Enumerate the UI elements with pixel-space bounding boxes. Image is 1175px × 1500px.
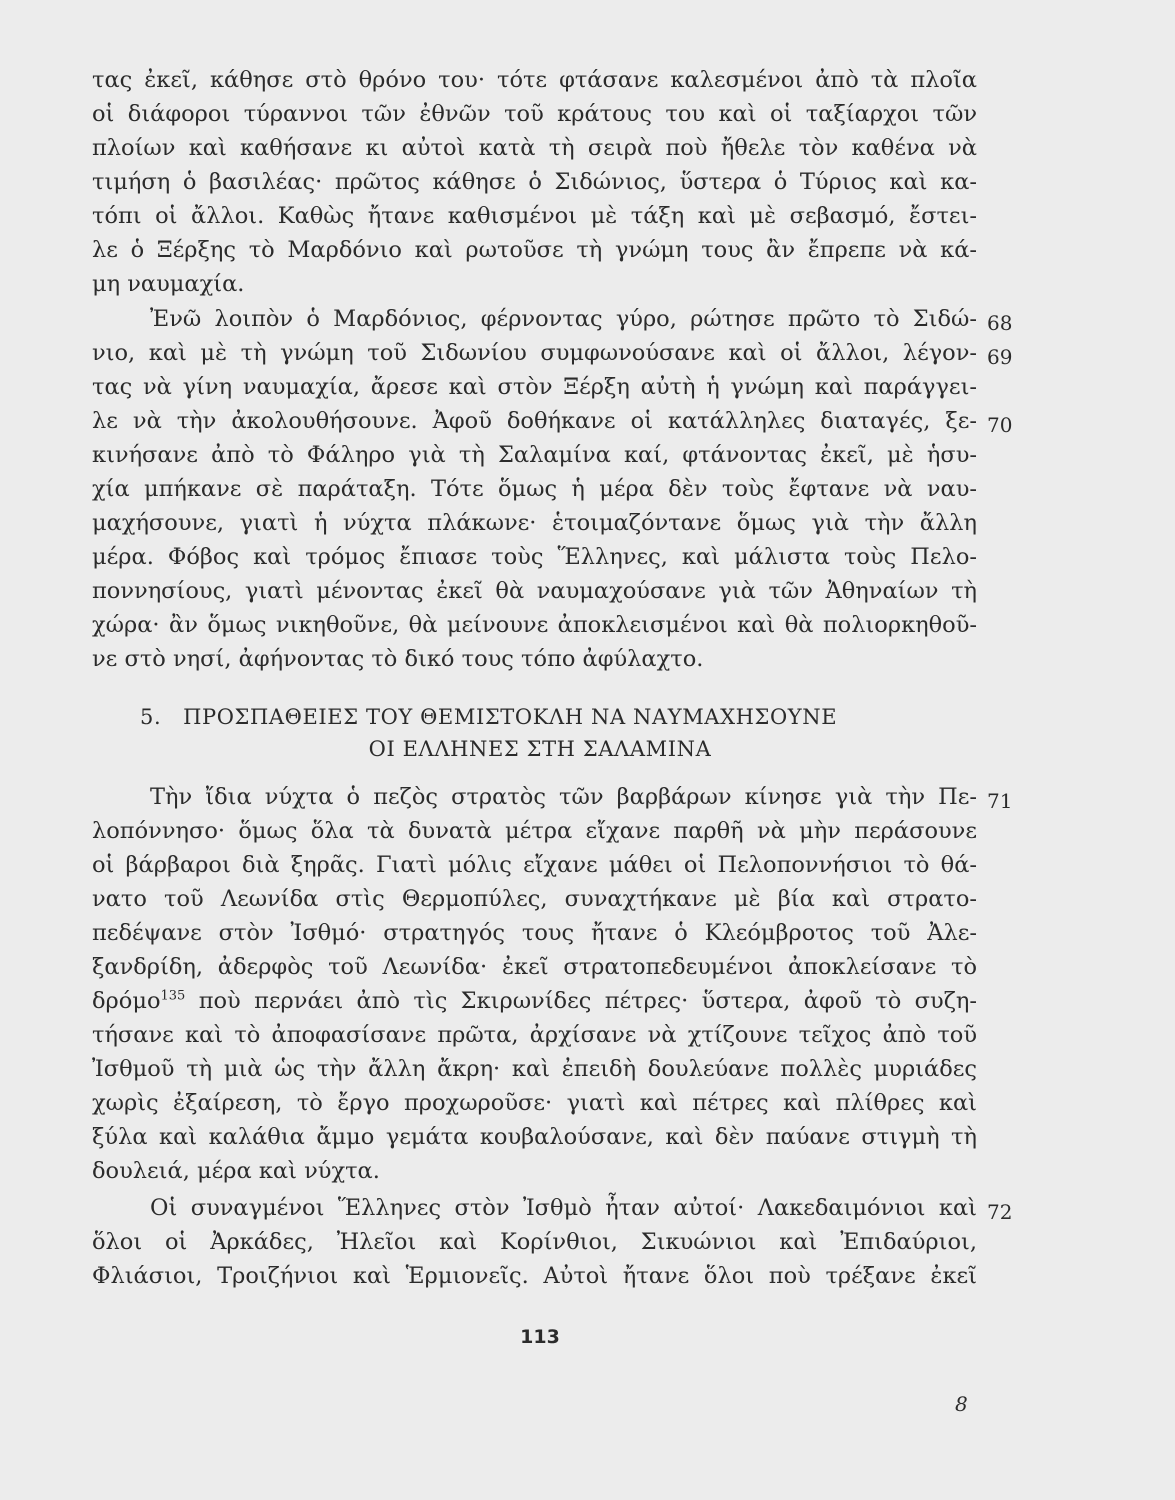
text-line: Φλιάσιοι, Τροιζήνιοι καὶ Ἑρμιονεῖς. Αὐτοὶ ἤτανε ὅλοι ποὺ τρέξανε ἐκεῖ (92, 1263, 977, 1289)
text-line: τας νὰ γίνη ναυμαχία, ἄρεσε καὶ στὸν Ξέρξη αὐτὴ ἡ γνώμη καὶ παράγγει- (92, 374, 977, 400)
text-line: Οἱ συναγμένοι Ἕλληνες στὸν Ἰσθμὸ ἦταν αὐτοί· Λακεδαιμόνιοι καὶ (150, 1195, 977, 1221)
margin-number: 72 (987, 1200, 1013, 1224)
text-line: λοπόννησο· ὅμως ὅλα τὰ δυνατὰ μέτρα εἴχανε παρθῆ νὰ μὴν περάσουνε (92, 818, 977, 844)
text-line: χία μπήκανε σὲ παράταξη. Τότε ὅμως ἡ μέρα δὲν τοὺς ἔφτανε νὰ ναυ- (92, 476, 977, 502)
text-line: πεδέψανε στὸν Ἰσθμό· στρατηγός τους ἤτανε ὁ Κλεόμβροτος τοῦ Ἀλε- (92, 920, 977, 946)
text-line: τόπι οἱ ἄλλοι. Καθὼς ἤτανε καθισμένοι μὲ τάξη καὶ μὲ σεβασμό, ἔστει- (92, 203, 977, 229)
margin-number: 69 (987, 345, 1013, 369)
text-line: Τὴν ἴδια νύχτα ὁ πεζὸς στρατὸς τῶν βαρβάρων κίνησε γιὰ τὴν Πε- (150, 784, 977, 810)
section-heading (140, 702, 837, 732)
text-fragment: ποὺ περνάει ἀπὸ τὶς Σκιρωνίδες πέτρες· ὕστερα, ἀφοῦ τὸ συζη- (198, 988, 977, 1014)
section-title-line1: ΠΡΟΣΠΑΘΕΙΕΣ ΤΟΥ ΘΕΜΙΣΤΟΚΛΗ ΝΑ ΝΑΥΜΑΧΗΣΟΥΝΕ (183, 705, 838, 729)
margin-number: 70 (987, 413, 1013, 437)
text-line: πλοίων καὶ καθήσανε κι αὐτοὶ κατὰ τὴ σειρὰ ποὺ ἤθελε τὸν καθένα νὰ (92, 135, 977, 161)
section-number: 5. (140, 705, 162, 729)
text-line: τήσανε καὶ τὸ ἀποφασίσανε πρῶτα, ἀρχίσανε νὰ χτίζουνε τεῖχος ἀπὸ τοῦ (92, 1022, 977, 1048)
text-line: Ἰσθμοῦ τὴ μιὰ ὡς τὴν ἄλλη ἄκρη· καὶ ἐπειδὴ δουλεύανε πολλὲς μυριάδες (92, 1056, 977, 1082)
text-line: μέρα. Φόβος καὶ τρόμος ἔπιασε τοὺς Ἕλληνες, καὶ μάλιστα τοὺς Πελο- (92, 544, 977, 570)
text-line: τας ἐκεῖ, κάθησε στὸ θρόνο του· τότε φτάσανε καλεσμένοι ἀπὸ τὰ πλοῖα (92, 67, 977, 93)
text-line: ξανδρίδη, ἀδερφὸς τοῦ Λεωνίδα· ἐκεῖ στρατοπεδευμένοι ἀποκλείσανε τὸ (92, 954, 977, 980)
margin-number: 71 (987, 789, 1013, 813)
text-line (92, 984, 977, 1018)
text-line: μαχήσουνε, γιατὶ ἡ νύχτα πλάκωνε· ἑτοιμαζόντανε ὅμως γιὰ τὴν ἄλλη (92, 510, 977, 536)
text-line: ξύλα καὶ καλάθια ἄμμο γεμάτα κουβαλούσανε, καὶ δὲν παύανε στιγμὴ τὴ (92, 1124, 977, 1150)
text-line: οἱ διάφοροι τύραννοι τῶν ἐθνῶν τοῦ κράτους του καὶ οἱ ταξίαρχοι τῶν (92, 101, 977, 127)
text-line: τιμήση ὁ βασιλέας· πρῶτος κάθησε ὁ Σιδώνιος, ὕστερα ὁ Τύριος καὶ κα- (92, 169, 977, 195)
text-line: Ἐνῶ λοιπὸν ὁ Μαρδόνιος, φέρνοντας γύρο, ρώτησε πρῶτο τὸ Σιδώ- (150, 306, 977, 332)
text-line: νατο τοῦ Λεωνίδα στὶς Θερμοπύλες, συναχτήκανε μὲ βία καὶ στρατο- (92, 886, 977, 912)
text-line: κινήσανε ἀπὸ τὸ Φάληρο γιὰ τὴ Σαλαμίνα καί, φτάνοντας ἐκεῖ, μὲ ἡσυ- (92, 442, 977, 468)
text-line: νε στὸ νησί, ἀφήνοντας τὸ δικό τους τόπο ἀφύλαχτο. (92, 646, 704, 672)
margin-number: 68 (987, 311, 1013, 335)
text-line: μη ναυμαχία. (92, 271, 245, 297)
text-fragment: δρόμο (92, 988, 161, 1014)
text-line: λε ὁ Ξέρξης τὸ Μαρδόνιο καὶ ρωτοῦσε τὴ γνώμη τους ἂν ἔπρεπε νὰ κά- (92, 237, 977, 263)
text-line: νιο, καὶ μὲ τὴ γνώμη τοῦ Σιδωνίου συμφωνούσανε καὶ οἱ ἄλλοι, λέγον- (92, 340, 977, 366)
text-line: χώρα· ἂν ὅμως νικηθοῦνε, θὰ μείνουνε ἀποκλεισμένοι καὶ θὰ πολιορκηθοῦ- (92, 612, 977, 638)
signature-mark: 8 (955, 1392, 968, 1416)
text-line: λε νὰ τὴν ἀκολουθήσουνε. Ἀφοῦ δοθήκανε οἱ κατάλληλες διαταγές, ξε- (92, 408, 977, 434)
footnote-reference[interactable]: 135 (160, 988, 186, 1004)
text-line: ὅλοι οἱ Ἀρκάδες, Ἠλεῖοι καὶ Κορίνθιοι, Σικυώνιοι καὶ Ἐπιδαύριοι, (92, 1229, 977, 1255)
section-title-line2: ΟΙ ΕΛΛΗΝΕΣ ΣΤΗ ΣΑΛΑΜΙΝΑ (368, 737, 712, 761)
page-number: 113 (520, 1326, 560, 1348)
text-line: χωρὶς ἐξαίρεση, τὸ ἔργο προχωροῦσε· γιατὶ καὶ πέτρες καὶ πλίθρες καὶ (92, 1090, 977, 1116)
text-line: ποννησίους, γιατὶ μένοντας ἐκεῖ θὰ ναυμαχούσανε γιὰ τῶν Ἀθηναίων τὴ (92, 578, 977, 604)
text-line: δουλειά, μέρα καὶ νύχτα. (92, 1158, 380, 1184)
text-line: οἱ βάρβαροι διὰ ξηρᾶς. Γιατὶ μόλις εἴχανε μάθει οἱ Πελοποννήσιοι τὸ θά- (92, 852, 977, 878)
